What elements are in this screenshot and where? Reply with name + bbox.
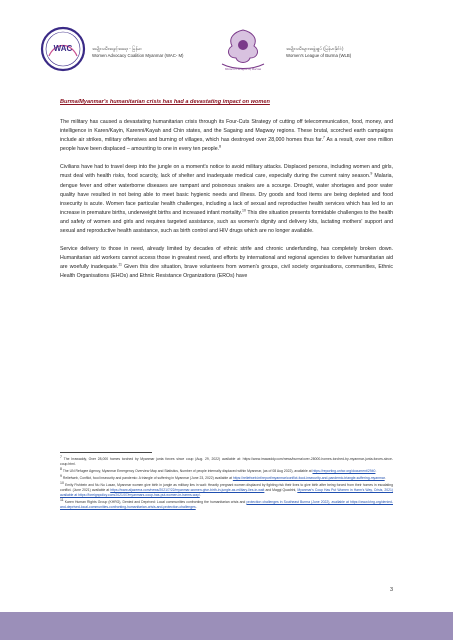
footnote-ref[interactable]: 10: [242, 208, 246, 213]
wac-logo-text: WAC: [53, 44, 73, 53]
wac-logo: [40, 26, 86, 72]
footnotes: [60, 457, 393, 511]
org2-name-my: အမျိုးသမီးများအဖွဲ့ချုပ် (မြန်မာနိုင်ငံ): [286, 46, 344, 51]
footnote: [60, 480, 394, 498]
footnote-link[interactable]: Myanmar's Coup Has Put Women in Harm's Way, Crisis, 2021) available at https://foreignpolicy.com/2021/07/myanmars-coup-has-put-women-in-harms-way/: [60, 487, 394, 497]
footnote-ref[interactable]: 8: [60, 466, 62, 471]
text-run: The military has caused a devastating humanitarian crisis through its Four-Cuts Strategy of cutting off telecommunication, food, money, and intelligence in Karen/Kayin, Karenni/Kayah and Chin states, and the Sagaing and Magway regions. These brutal, scorched earth campaigns include air strikes, military offensives and burning of villages, which has destroyed over 28,000 homes thus far.: [60, 119, 393, 144]
footnote-ref[interactable]: 9: [370, 171, 373, 176]
text-run: Service delivery to those in need, already limited by decades of ethnic strife and chronic underfunding, has completely broken down. Humanitarian aid workers cannot access those in greatest need, and efforts by international and regional agencies to deliver humanitarian aid are woefully inadequate.: [60, 246, 393, 271]
text-run: and Maggi Quadrini,: [264, 487, 298, 492]
footnote: [60, 473, 393, 481]
footnote-ref[interactable]: 11: [118, 262, 122, 267]
footnote-ref[interactable]: 7: [322, 135, 325, 140]
page-number: 3: [389, 587, 393, 593]
paragraphs: [60, 118, 393, 282]
footnote: [60, 497, 393, 510]
footer-bar: [0, 612, 453, 640]
section-title: Burma/Myanmar's humanitarian crisis has had a devastating impact on women: [60, 99, 270, 105]
text-run: .: [375, 469, 377, 474]
text-run: .: [199, 492, 201, 497]
org2-name-en: Women's League of Burma (WLB): [286, 52, 352, 58]
body-paragraph: [60, 163, 393, 236]
text-run: Reliefweb, Conflict, food insecurity and pandemic: A triangle of suffering in Myanmar (June 23, 2022) available at: [61, 475, 233, 480]
footnote-link[interactable]: https://www.aljazeera.com/news/2021/7/22/myanmar-women-give-birth-in-jungle-as-military-lies-in-wait: [110, 487, 265, 492]
org1-name: [92, 46, 183, 59]
text-run: Karen Human Rights Group (KHRG), Denied and Deprived: Local communities confronting the humanitarian crisis and: [63, 499, 247, 504]
footnote-ref[interactable]: 10: [60, 480, 64, 485]
text-run: Civilians have had to travel deep into the jungle on a moment's notice to avoid military attacks. Displaced persons, including women and girls, must deal with health risks, food scarcity, lack of shelter and inadequate medical care, especially during the current rainy season.: [60, 164, 393, 180]
org1-name-my: အမျိုးသမီးအခွင့်အရေး - မြန်မာ: [92, 46, 143, 51]
text-run: .: [384, 475, 386, 480]
org2-name: [286, 46, 351, 59]
body-paragraph: [60, 245, 393, 281]
wlb-logo: [214, 24, 272, 72]
text-run: Malaria, dengue fever and other waterborne diseases are rampant and poisonous snakes are a scourge. Drought, water shortages and poor water quality have resulted in not being able to meet basic hygienic needs and illness. Dry goods and food items are being depleted and food insecurity is acute. Women face particular health challenges, including a lack of sexual and reproductive health services which has led to an increase in premature births, underweight births and increased infant mortality.: [60, 173, 393, 216]
footnote-link[interactable]: https://reporting.unhcr.org/document/2940: [312, 469, 376, 474]
org1-name-en: Women Advocacy Coalition Myanmar (WAC- M): [92, 52, 184, 58]
footnote-ref[interactable]: 11: [60, 497, 64, 502]
footnote: [60, 466, 393, 474]
footnote-link[interactable]: https://reliefweb.int/report/myanmar/conflict-food-insecurity-and-pandemic-triangle-suffering-myanmar: [232, 475, 385, 480]
main-content: [60, 99, 393, 291]
footnote-ref[interactable]: 9: [60, 473, 62, 478]
text-run: Emily Fishbein and Nu Nu Lusan, Myanmar women give birth in jungle as military lies in wait: Heavily pregnant women displaced by fighting risk their lives to give birth after being forced from their homes in escalating conflict. (June 2021) available at: [60, 482, 393, 492]
footnote-ref[interactable]: 7: [60, 455, 62, 459]
text-run: .: [195, 504, 197, 509]
wlb-logo-text: Women's League of Burma: [224, 67, 262, 71]
text-run: The Irrawaddy, Over 28,000 homes torched by Myanmar junta forces since coup (Aug. 29, 2022) available at: https://www.irrawaddy.com/news/burma/over-28000-homes-torched-by-myanmar-junta-forces-since-coup.html.: [60, 457, 393, 467]
text-run: Given this dire situation, brave volunteers from women's groups, civil society organisations, communities, Ethnic Health Organisations (EHOs) and Ethnic Resistance Organizations (EROs) have: [60, 264, 393, 280]
footnote: [60, 457, 393, 467]
text-run: The UN Refugee Agency, Myanmar Emergency Overview Map and Statistics, Number of people internally displaced within Myanmar, (as of 08 Aug 2022), available at: [61, 469, 313, 474]
page-header: [0, 20, 453, 76]
text-run: As a result, over one million people have been displaced – amounting to one in every ten people.: [60, 137, 393, 153]
footnote-link[interactable]: protection challenges in Southeast Burma (June 2022), available at https://www.khrg.org/denied-and-deprived-local-communities-confronting-humanitarian-crisis-and-protection-challenges: [60, 499, 393, 509]
footnote-divider: [60, 452, 152, 453]
text-run: This dire situation presents formidable challenges to the health and safety of women and girls and requires targeted assistance, such as women's dignity and delivery kits, lactating mothers' support and sexual and reproductive health assistance, such as birth control and HIV drugs which are no longer available.: [60, 209, 393, 235]
footnote-ref[interactable]: 8: [219, 144, 222, 149]
body-paragraph: [60, 118, 393, 154]
